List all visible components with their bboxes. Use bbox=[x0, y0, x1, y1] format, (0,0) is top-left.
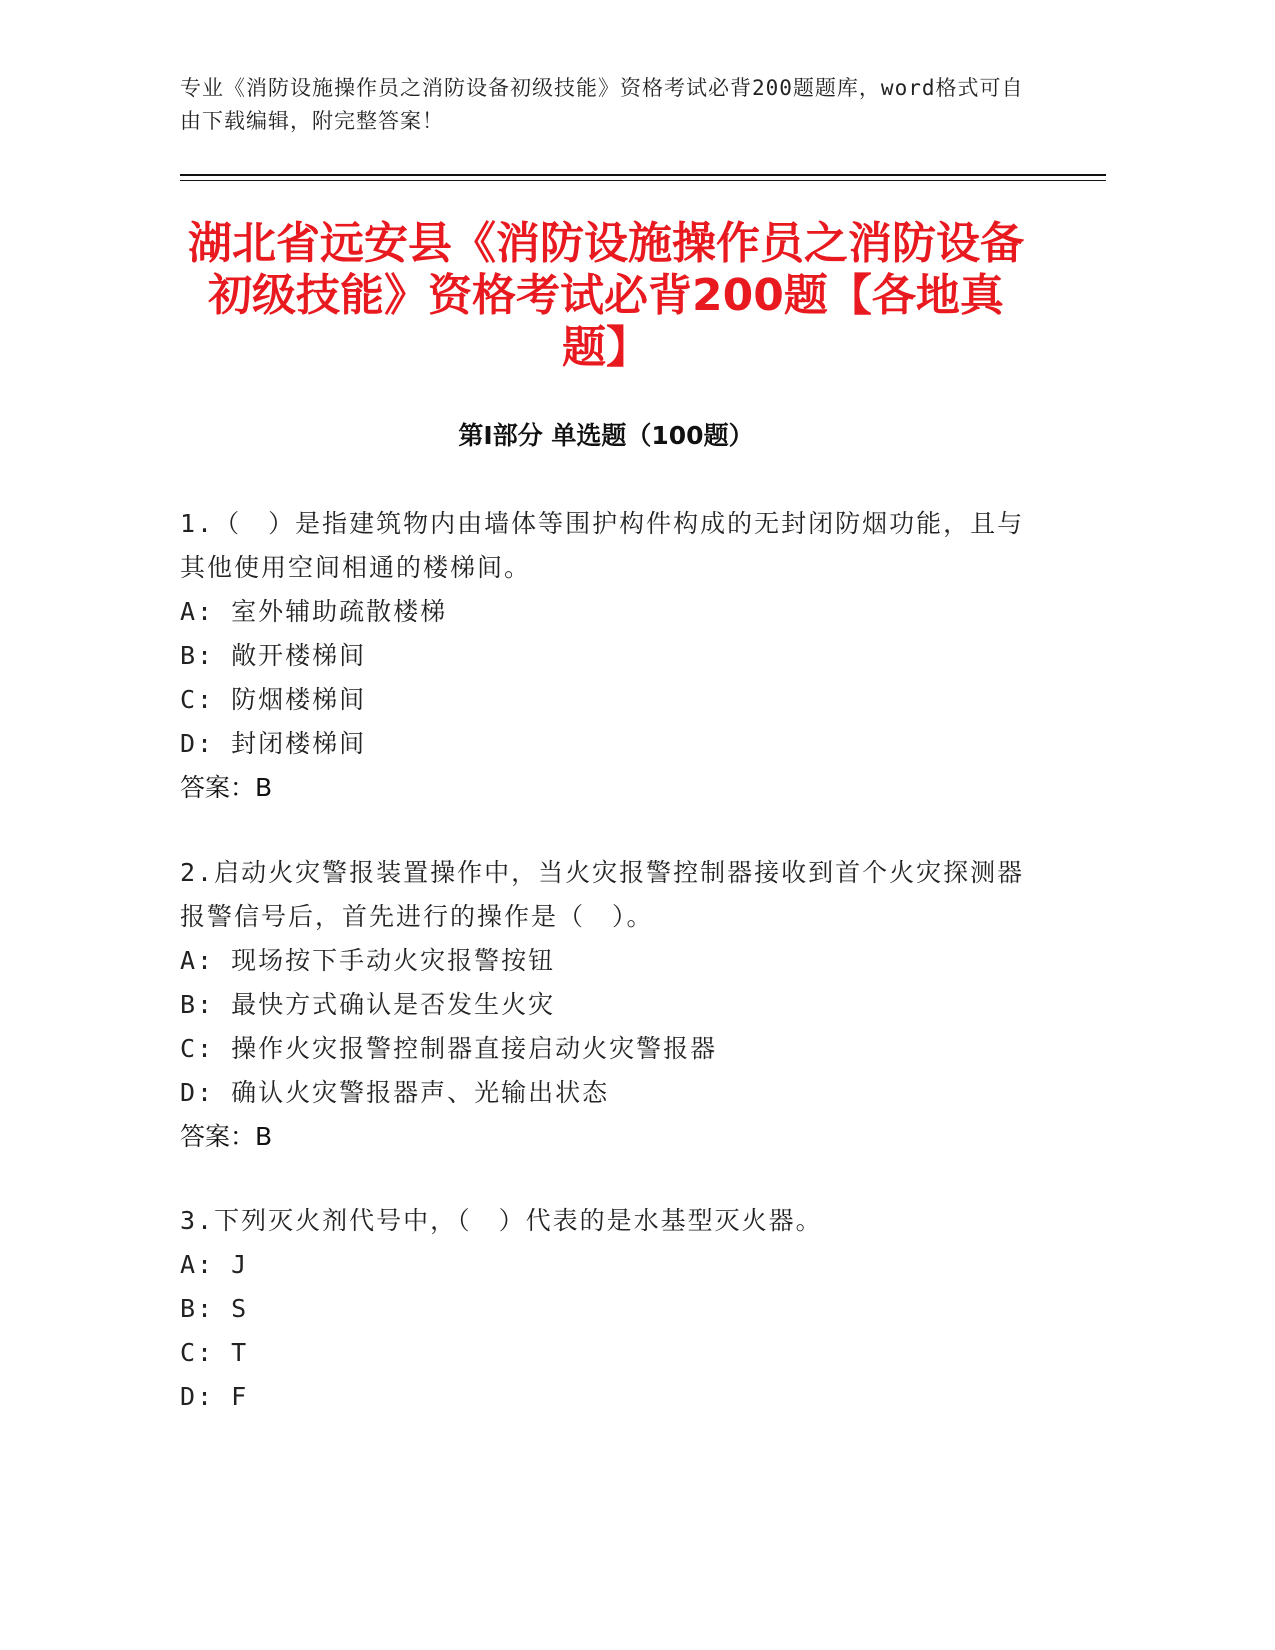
option-b: B: S bbox=[180, 1294, 249, 1323]
option-c: C: 操作火灾报警控制器直接启动火灾警报器 bbox=[180, 1034, 718, 1063]
question-stem: 2.启动火灾警报装置操作中，当火灾报警控制器接收到首个火灾探测器报警信号后，首先进行的操作是（ ）。 bbox=[180, 858, 1025, 931]
document-title: 湖北省远安县《消防设施操作员之消防设备初级技能》资格考试必背200题【各地真题】 bbox=[188, 218, 1024, 373]
header-divider-thin bbox=[180, 180, 1106, 181]
option-b: B: 最快方式确认是否发生火灾 bbox=[180, 990, 556, 1019]
option-a: A: J bbox=[180, 1250, 249, 1279]
option-a: A: 室外辅助疏散楼梯 bbox=[180, 597, 448, 626]
question-2 bbox=[180, 851, 1030, 1159]
header-divider-thick bbox=[180, 174, 1106, 176]
section-heading: 第Ⅰ部分 单选题（100题） bbox=[458, 421, 754, 450]
option-a: A: 现场按下手动火灾报警按钮 bbox=[180, 946, 556, 975]
header-note: 专业《消防设施操作员之消防设备初级技能》资格考试必背200题题库，word格式可自由下载编辑，附完整答案！ bbox=[180, 76, 1024, 133]
option-d: D: F bbox=[180, 1382, 249, 1411]
option-c: C: 防烟楼梯间 bbox=[180, 685, 367, 714]
option-c: C: T bbox=[180, 1338, 249, 1367]
option-b: B: 敞开楼梯间 bbox=[180, 641, 367, 670]
question-stem: 1.（ ）是指建筑物内由墙体等围护构件构成的无封闭防烟功能，且与其他使用空间相通的楼梯间。 bbox=[180, 509, 1025, 582]
question-3 bbox=[180, 1199, 1030, 1419]
answer: 答案：B bbox=[180, 773, 273, 802]
option-d: D: 确认火灾警报器声、光输出状态 bbox=[180, 1078, 610, 1107]
question-1 bbox=[180, 502, 1030, 810]
option-d: D: 封闭楼梯间 bbox=[180, 729, 367, 758]
question-stem: 3.下列灭火剂代号中，（ ）代表的是水基型灭火器。 bbox=[180, 1206, 823, 1235]
answer: 答案：B bbox=[180, 1122, 273, 1151]
